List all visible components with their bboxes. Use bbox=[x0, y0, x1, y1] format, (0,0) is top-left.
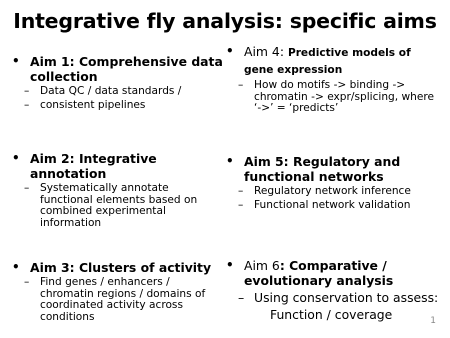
aim-2-heading: • Aim 2: Integrative annotation bbox=[12, 151, 157, 181]
aim-4-heading: • Aim 4: Predictive models of gene expression bbox=[226, 44, 411, 76]
aim-1-details bbox=[12, 86, 224, 111]
dash-icon: – bbox=[238, 198, 244, 211]
aim-6 bbox=[226, 258, 440, 324]
aim-3 bbox=[12, 260, 224, 325]
dash-icon: – bbox=[24, 276, 30, 288]
aim-4-detail-1: – How do motifs -> binding -> chromatin -> expr/splicing, where ‘->’ = ‘predicts’ bbox=[238, 79, 435, 115]
aim-5 bbox=[226, 154, 440, 213]
bullet-icon: • bbox=[12, 260, 20, 274]
aim-5-detail-2: – Functional network validation bbox=[238, 198, 411, 211]
bullet-icon: • bbox=[226, 154, 234, 168]
aim-2 bbox=[12, 151, 224, 231]
aim-1-detail-2: – consistent pipelines bbox=[24, 98, 146, 111]
aim-2-details bbox=[12, 183, 224, 229]
aim-6-details bbox=[226, 290, 440, 322]
dash-icon: – bbox=[238, 185, 244, 197]
aim-1 bbox=[12, 54, 224, 113]
bullet-icon: • bbox=[12, 54, 20, 68]
aim-4-details bbox=[226, 80, 440, 115]
dash-icon: – bbox=[24, 98, 30, 111]
aim-5-heading: • Aim 5: Regulatory and functional networks bbox=[226, 154, 401, 184]
bullet-icon: • bbox=[226, 258, 234, 272]
aim-5-details bbox=[226, 186, 440, 211]
bullet-icon: • bbox=[12, 151, 20, 165]
aim-6-detail-2: Function / coverage bbox=[270, 307, 393, 322]
dash-icon: – bbox=[24, 182, 30, 194]
bullet-icon: • bbox=[226, 44, 234, 58]
aim-3-heading: • Aim 3: Clusters of activity bbox=[12, 260, 212, 275]
aim-3-detail-1: – Find genes / enhancers / chromatin regions / domains of coordinated activity across conditions bbox=[24, 276, 206, 323]
dash-icon: – bbox=[238, 79, 244, 91]
dash-icon: – bbox=[24, 85, 30, 97]
aim-1-heading: • Aim 1: Comprehensive data collection bbox=[12, 54, 223, 84]
aim-6-heading: • Aim 6: Comparative / evolutionary analysis bbox=[226, 258, 394, 288]
slide-title: Integrative fly analysis: specific aims bbox=[13, 9, 437, 33]
aim-1-detail-1: – Data QC / data standards / bbox=[24, 85, 182, 97]
aim-4 bbox=[226, 44, 440, 117]
aim-6-detail-1: – Using conservation to assess: bbox=[238, 290, 439, 305]
aim-3-details bbox=[12, 277, 224, 323]
aim-5-detail-1: – Regulatory network inference bbox=[238, 185, 411, 197]
aim-2-detail-1: – Systematically annotate functional elements based on combined experimental information bbox=[24, 182, 198, 229]
page-number: 1 bbox=[430, 316, 436, 326]
dash-icon: – bbox=[238, 290, 245, 305]
